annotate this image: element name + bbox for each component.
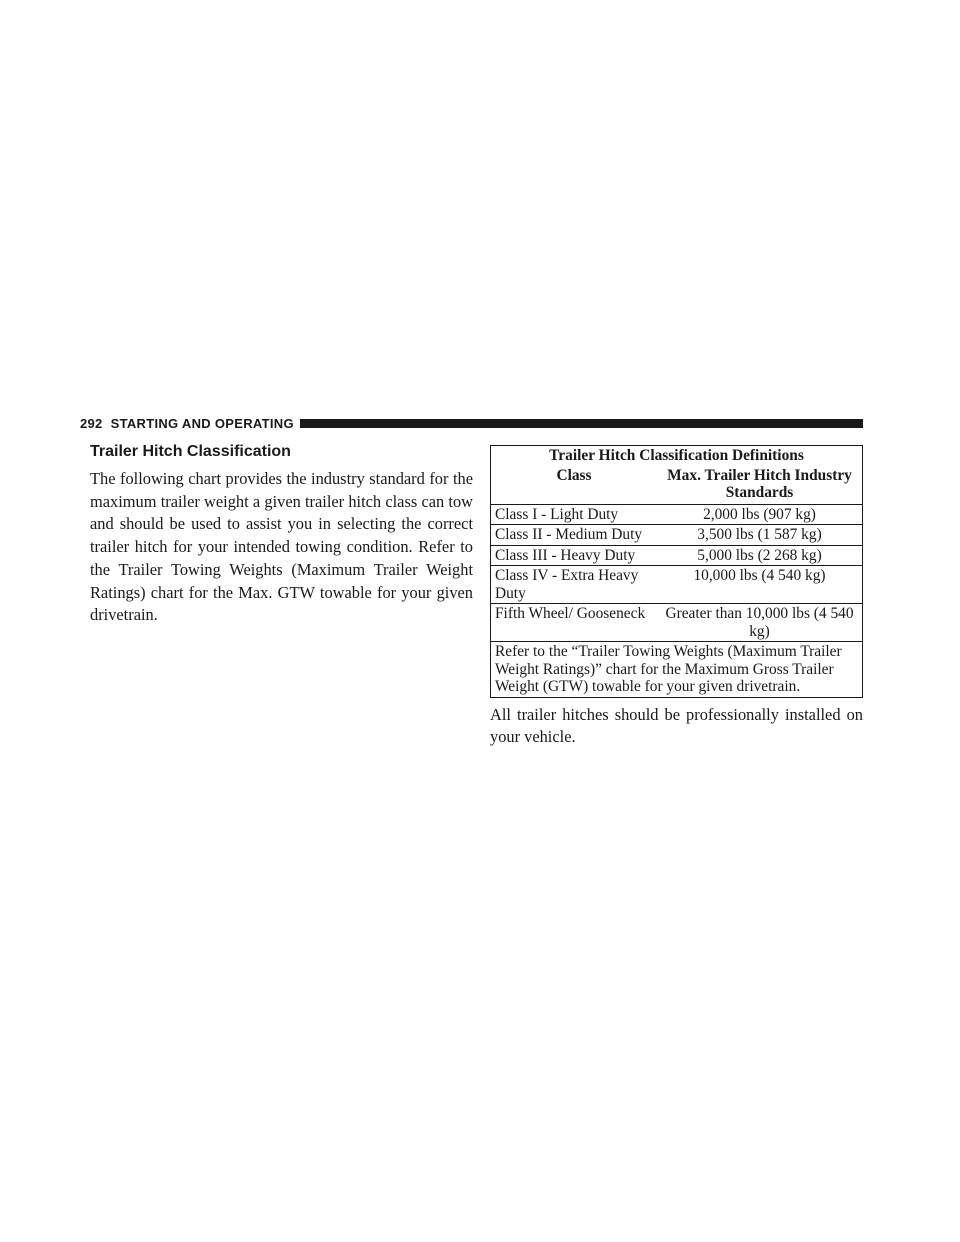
value-cell: 3,500 lbs (1 587 kg) bbox=[657, 525, 863, 546]
table-row bbox=[491, 545, 863, 566]
table-note: Refer to the “Trailer Towing Weights (Maximum Trailer Weight Ratings)” chart for the Maximum Gross Trailer Weight (GTW) towable for your given drivetrain. bbox=[491, 642, 863, 698]
installation-paragraph: All trailer hitches should be professionally installed on your vehicle. bbox=[490, 704, 863, 747]
hitch-classification-table bbox=[490, 445, 863, 698]
class-cell: Class IV - Extra Heavy Duty bbox=[491, 566, 658, 604]
table-row bbox=[491, 566, 863, 604]
table-row bbox=[491, 525, 863, 546]
table-header-row bbox=[491, 466, 863, 505]
page-number: 292 bbox=[80, 415, 103, 431]
table-note-row bbox=[491, 642, 863, 698]
class-cell: Class I - Light Duty bbox=[491, 504, 658, 525]
header-rule bbox=[300, 419, 863, 428]
left-column bbox=[90, 442, 473, 627]
table-row bbox=[491, 604, 863, 642]
class-cell: Class II - Medium Duty bbox=[491, 525, 658, 546]
column-header-standards: Max. Trailer Hitch Industry Standards bbox=[657, 466, 863, 505]
value-cell: Greater than 10,000 lbs (4 540 kg) bbox=[657, 604, 863, 642]
class-cell: Fifth Wheel/ Gooseneck bbox=[491, 604, 658, 642]
table-title-row bbox=[491, 446, 863, 466]
value-cell: 10,000 lbs (4 540 kg) bbox=[657, 566, 863, 604]
table-row bbox=[491, 504, 863, 525]
value-cell: 2,000 lbs (907 kg) bbox=[657, 504, 863, 525]
intro-paragraph: The following chart provides the industry standard for the maximum trailer weight a given trailer hitch class can tow and should be used to assist you in selecting the correct trailer hitch for your intended towing condition. Refer to the Trailer Towing Weights (Maximum Trailer Weight Ratings) chart for the Max. GTW towable for your given drivetrain. bbox=[90, 469, 473, 625]
right-column bbox=[490, 445, 863, 749]
column-header-class: Class bbox=[491, 466, 658, 505]
page-header bbox=[80, 416, 863, 430]
table-title: Trailer Hitch Classification Definitions bbox=[491, 446, 863, 466]
section-title: STARTING AND OPERATING bbox=[110, 415, 294, 431]
value-cell: 5,000 lbs (2 268 kg) bbox=[657, 545, 863, 566]
trailer-hitch-heading: Trailer Hitch Classification bbox=[90, 443, 291, 460]
class-cell: Class III - Heavy Duty bbox=[491, 545, 658, 566]
